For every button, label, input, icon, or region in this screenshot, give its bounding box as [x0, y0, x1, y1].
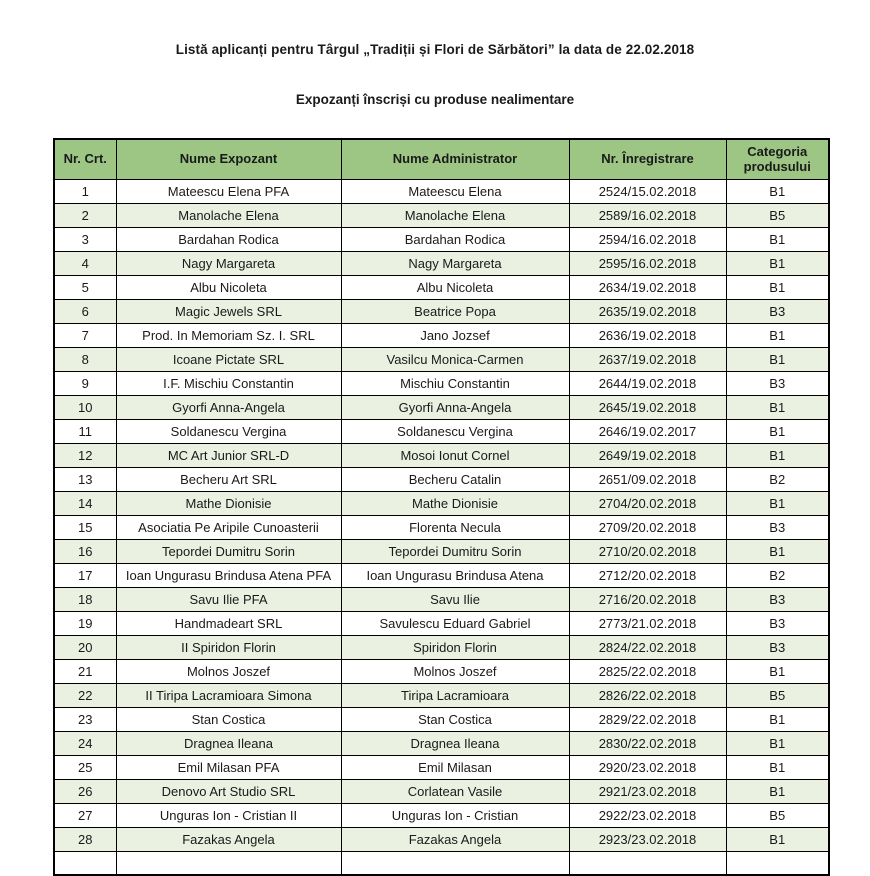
column-header-nr-inregistrare: Nr. Înregistrare	[569, 139, 726, 179]
table-cell: B5	[726, 803, 829, 827]
table-cell: Magic Jewels SRL	[116, 299, 341, 323]
table-cell: 2637/19.02.2018	[569, 347, 726, 371]
table-cell: Vasilcu Monica-Carmen	[341, 347, 569, 371]
table-cell: 2704/20.02.2018	[569, 491, 726, 515]
table-cell: B1	[726, 275, 829, 299]
table-cell: 2594/16.02.2018	[569, 227, 726, 251]
table-cell: 2773/21.02.2018	[569, 611, 726, 635]
table-cell	[569, 851, 726, 875]
table-cell	[726, 851, 829, 875]
table-cell: 16	[54, 539, 116, 563]
column-header-nr-crt: Nr. Crt.	[54, 139, 116, 179]
table-cell: 2	[54, 203, 116, 227]
table-cell: 27	[54, 803, 116, 827]
table-header-row	[54, 139, 829, 179]
table-cell: B3	[726, 611, 829, 635]
table-cell: Gyorfi Anna-Angela	[341, 395, 569, 419]
table-row	[54, 587, 829, 611]
table-cell: Bardahan Rodica	[116, 227, 341, 251]
table-cell: 6	[54, 299, 116, 323]
table-row	[54, 467, 829, 491]
table-row	[54, 683, 829, 707]
table-cell: 2651/09.02.2018	[569, 467, 726, 491]
table-cell: Icoane Pictate SRL	[116, 347, 341, 371]
table-cell: 14	[54, 491, 116, 515]
column-header-nume-administrator: Nume Administrator	[341, 139, 569, 179]
table-row	[54, 803, 829, 827]
table-cell: 23	[54, 707, 116, 731]
table-row	[54, 515, 829, 539]
table-row	[54, 347, 829, 371]
table-cell: B5	[726, 203, 829, 227]
table-cell	[54, 851, 116, 875]
table-cell: 21	[54, 659, 116, 683]
table-cell: 19	[54, 611, 116, 635]
table-cell: 1	[54, 179, 116, 203]
table-cell: 2634/19.02.2018	[569, 275, 726, 299]
table-cell: Denovo Art Studio SRL	[116, 779, 341, 803]
table-cell: B1	[726, 827, 829, 851]
table-cell: Tepordei Dumitru Sorin	[116, 539, 341, 563]
table-cell: Dragnea Ileana	[341, 731, 569, 755]
column-header-categoria-produsului: Categoria produsului	[726, 139, 829, 179]
table-cell: 9	[54, 371, 116, 395]
table-cell: B3	[726, 371, 829, 395]
table-cell: Prod. In Memoriam Sz. I. SRL	[116, 323, 341, 347]
column-header-nume-expozant: Nume Expozant	[116, 139, 341, 179]
table-cell: 2923/23.02.2018	[569, 827, 726, 851]
table-cell: Becheru Art SRL	[116, 467, 341, 491]
table-cell	[116, 851, 341, 875]
table-cell: Spiridon Florin	[341, 635, 569, 659]
table-row	[54, 203, 829, 227]
table-cell: 28	[54, 827, 116, 851]
table-cell: B1	[726, 779, 829, 803]
table-cell: Mathe Dionisie	[116, 491, 341, 515]
table-cell: 7	[54, 323, 116, 347]
page-title: Listă aplicanți pentru Târgul „Tradiții și Flori de Sărbători” la data de 22.02.2018	[175, 42, 695, 57]
table-cell: 2646/19.02.2017	[569, 419, 726, 443]
table-cell: 2636/19.02.2018	[569, 323, 726, 347]
table-cell: Molnos Joszef	[116, 659, 341, 683]
table-cell: 2595/16.02.2018	[569, 251, 726, 275]
table-cell: Soldanescu Vergina	[341, 419, 569, 443]
table-cell: Manolache Elena	[116, 203, 341, 227]
table-row	[54, 227, 829, 251]
table-cell: 4	[54, 251, 116, 275]
table-cell: Dragnea Ileana	[116, 731, 341, 755]
table-cell: 2635/19.02.2018	[569, 299, 726, 323]
table-row	[54, 563, 829, 587]
table-cell: Stan Costica	[341, 707, 569, 731]
table-cell: B1	[726, 179, 829, 203]
table-cell: Handmadeart SRL	[116, 611, 341, 635]
table-cell: Fazakas Angela	[341, 827, 569, 851]
table-cell: Ioan Ungurasu Brindusa Atena	[341, 563, 569, 587]
table-cell: B3	[726, 515, 829, 539]
table-cell: Bardahan Rodica	[341, 227, 569, 251]
table-cell: 2709/20.02.2018	[569, 515, 726, 539]
table-cell: 2716/20.02.2018	[569, 587, 726, 611]
table-row	[54, 707, 829, 731]
table-cell: 17	[54, 563, 116, 587]
table-cell: 2830/22.02.2018	[569, 731, 726, 755]
table-cell: Mathe Dionisie	[341, 491, 569, 515]
table-cell: 5	[54, 275, 116, 299]
table-cell: Nagy Margareta	[116, 251, 341, 275]
table-row	[54, 179, 829, 203]
table-cell: Unguras Ion - Cristian	[341, 803, 569, 827]
table-cell: II Tiripa Lacramioara Simona	[116, 683, 341, 707]
table-cell: B2	[726, 467, 829, 491]
table-cell: Savu Ilie	[341, 587, 569, 611]
table-cell: Ioan Ungurasu Brindusa Atena PFA	[116, 563, 341, 587]
table-cell: 2920/23.02.2018	[569, 755, 726, 779]
table-cell: Savu Ilie PFA	[116, 587, 341, 611]
table-cell: B1	[726, 347, 829, 371]
table-cell: 20	[54, 635, 116, 659]
table-cell: Mateescu Elena	[341, 179, 569, 203]
table-row-partial	[54, 851, 829, 875]
table-cell: Albu Nicoleta	[341, 275, 569, 299]
table-cell: Molnos Joszef	[341, 659, 569, 683]
table-cell: 2649/19.02.2018	[569, 443, 726, 467]
table-cell: Nagy Margareta	[341, 251, 569, 275]
table-cell: 25	[54, 755, 116, 779]
table-cell: Emil Milasan	[341, 755, 569, 779]
page-subtitle: Expozanți înscriși cu produse nealimentare	[295, 92, 575, 107]
table-cell: B1	[726, 395, 829, 419]
table-cell: Jano Jozsef	[341, 323, 569, 347]
table-cell: 2922/23.02.2018	[569, 803, 726, 827]
table-cell: Florenta Necula	[341, 515, 569, 539]
table-cell: Mosoi Ionut Cornel	[341, 443, 569, 467]
table-cell	[341, 851, 569, 875]
table-cell: 2825/22.02.2018	[569, 659, 726, 683]
table-row	[54, 419, 829, 443]
table-cell: 2829/22.02.2018	[569, 707, 726, 731]
table-cell: Asociatia Pe Aripile Cunoasterii	[116, 515, 341, 539]
table-cell: 2645/19.02.2018	[569, 395, 726, 419]
table-row	[54, 779, 829, 803]
table-cell: B3	[726, 587, 829, 611]
table-cell: B1	[726, 731, 829, 755]
table-cell: B5	[726, 683, 829, 707]
table-row	[54, 371, 829, 395]
table-cell: 22	[54, 683, 116, 707]
table-cell: B1	[726, 227, 829, 251]
table-row	[54, 323, 829, 347]
table-cell: 2524/15.02.2018	[569, 179, 726, 203]
table-cell: 2589/16.02.2018	[569, 203, 726, 227]
table-cell: 12	[54, 443, 116, 467]
table-cell: 2921/23.02.2018	[569, 779, 726, 803]
table-cell: B1	[726, 419, 829, 443]
table-cell: 18	[54, 587, 116, 611]
table-cell: B1	[726, 539, 829, 563]
table-cell: Albu Nicoleta	[116, 275, 341, 299]
table-row	[54, 491, 829, 515]
table-cell: Gyorfi Anna-Angela	[116, 395, 341, 419]
table-cell: B3	[726, 299, 829, 323]
table-cell: 2826/22.02.2018	[569, 683, 726, 707]
table-row	[54, 635, 829, 659]
table-cell: B1	[726, 491, 829, 515]
table-cell: B2	[726, 563, 829, 587]
table-cell: Tepordei Dumitru Sorin	[341, 539, 569, 563]
table-cell: 3	[54, 227, 116, 251]
table-cell: B1	[726, 707, 829, 731]
table-cell: B3	[726, 635, 829, 659]
table-cell: 13	[54, 467, 116, 491]
table-cell: I.F. Mischiu Constantin	[116, 371, 341, 395]
table-cell: Stan Costica	[116, 707, 341, 731]
table-row	[54, 827, 829, 851]
table-row	[54, 275, 829, 299]
table-cell: Unguras Ion - Cristian II	[116, 803, 341, 827]
table-cell: 15	[54, 515, 116, 539]
table-cell: Fazakas Angela	[116, 827, 341, 851]
table-cell: Tiripa Lacramioara	[341, 683, 569, 707]
table-row	[54, 251, 829, 275]
table-cell: B1	[726, 323, 829, 347]
table-row	[54, 539, 829, 563]
table-cell: Savulescu Eduard Gabriel	[341, 611, 569, 635]
table-cell: B1	[726, 755, 829, 779]
table-cell: Soldanescu Vergina	[116, 419, 341, 443]
table-cell: 26	[54, 779, 116, 803]
table-cell: B1	[726, 251, 829, 275]
table-cell: 2644/19.02.2018	[569, 371, 726, 395]
table-row	[54, 731, 829, 755]
table-row	[54, 299, 829, 323]
table-row	[54, 611, 829, 635]
table-row	[54, 443, 829, 467]
table-cell: Manolache Elena	[341, 203, 569, 227]
table-cell: B1	[726, 443, 829, 467]
table-cell: II Spiridon Florin	[116, 635, 341, 659]
table-cell: Beatrice Popa	[341, 299, 569, 323]
table-cell: Emil Milasan PFA	[116, 755, 341, 779]
table-cell: 2712/20.02.2018	[569, 563, 726, 587]
table-cell: 8	[54, 347, 116, 371]
table-cell: Mateescu Elena PFA	[116, 179, 341, 203]
table-cell: 24	[54, 731, 116, 755]
applicants-table-body	[54, 179, 829, 875]
table-cell: 2824/22.02.2018	[569, 635, 726, 659]
table-row	[54, 395, 829, 419]
table-row	[54, 659, 829, 683]
table-row	[54, 755, 829, 779]
table-cell: 11	[54, 419, 116, 443]
applicants-table	[53, 138, 830, 876]
table-cell: B1	[726, 659, 829, 683]
table-cell: Corlatean Vasile	[341, 779, 569, 803]
table-cell: Becheru Catalin	[341, 467, 569, 491]
table-cell: Mischiu Constantin	[341, 371, 569, 395]
table-cell: MC Art Junior SRL-D	[116, 443, 341, 467]
table-cell: 10	[54, 395, 116, 419]
table-cell: 2710/20.02.2018	[569, 539, 726, 563]
